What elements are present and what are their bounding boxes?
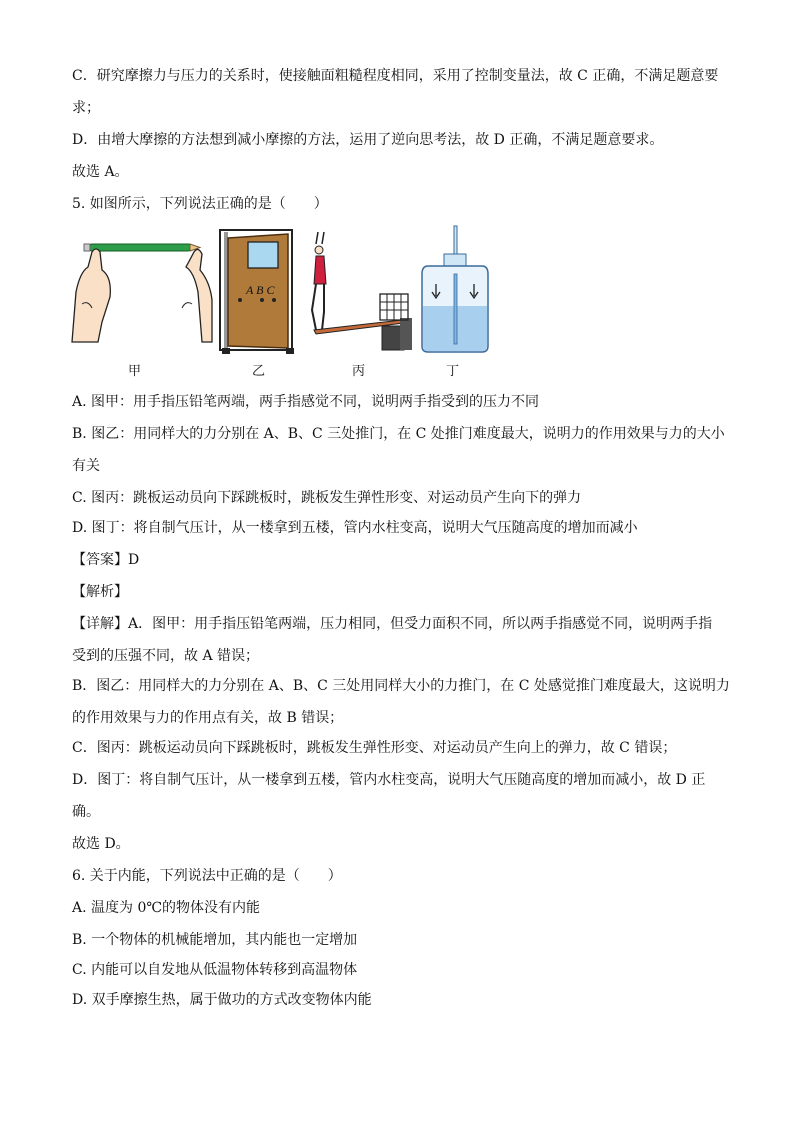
caption-bing: 丙 (352, 364, 366, 379)
text-line: B. 一个物体的机械能增加，其内能也一定增加 (72, 932, 358, 948)
figure-jia-pencil (72, 244, 212, 342)
figure-row (62, 222, 492, 382)
text-line: 确。 (72, 804, 100, 820)
text-line: 【解析】 (72, 584, 128, 600)
text-line: 【详解】A．图甲：用手指压铅笔两端，压力相同，但受力面积不同，所以两手指感觉不同，说明两手指 (72, 616, 713, 632)
figure-ding-barometer (422, 226, 488, 352)
text-line: D. 双手摩擦生热，属于做功的方式改变物体内能 (72, 992, 372, 1008)
text-line: C. 内能可以自发地从低温物体转移到高温物体 (72, 962, 358, 978)
text-line: A. 图甲：用手指压铅笔两端，两手指感觉不同，说明两手指受到的压力不同 (72, 394, 540, 410)
door-labels: A B C (246, 283, 275, 297)
figure-bing-diver (312, 232, 412, 350)
figure-illustrations (62, 222, 492, 382)
caption-ding: 丁 (446, 364, 460, 379)
text-line: 故选 A。 (72, 164, 129, 180)
text-line: C．研究摩擦力与压力的关系时，使接触面粗糙程度相同，采用了控制变量法，故 C 正确，不满足题意要 (72, 68, 719, 84)
text-line: 故选 D。 (72, 836, 130, 852)
caption-yi: 乙 (252, 364, 266, 379)
text-line: 5. 如图所示，下列说法正确的是（ ） (72, 196, 328, 212)
text-line: 的作用效果与力的作用点有关，故 B 错误； (72, 710, 344, 726)
text-line: C. 图丙：跳板运动员向下踩跳板时，跳板发生弹性形变、对运动员产生向下的弹力 (72, 490, 582, 506)
text-line: B．图乙：用同样大的力分别在 A、B、C 三处用同样大小的力推门，在 C 处感觉推门难度最大，这说明力 (72, 678, 730, 694)
text-line: D．图丁：将自制气压计，从一楼拿到五楼，管内水柱变高，说明大气压随高度的增加而减小，故 D 正 (72, 772, 706, 788)
text-line: 6. 关于内能，下列说法中正确的是（ ） (72, 868, 342, 884)
text-line: A. 温度为 0℃的物体没有内能 (72, 900, 261, 916)
text-line: B. 图乙：用同样大的力分别在 A、B、C 三处推门，在 C 处推门难度最大，说明力的作用效果与力的大小 (72, 426, 725, 442)
text-line: 【答案】D (72, 552, 140, 568)
caption-jia: 甲 (128, 364, 142, 379)
text-line: D. 图丁：将自制气压计，从一楼拿到五楼，管内水柱变高，说明大气压随高度的增加而减小 (72, 520, 638, 536)
text-line: 求； (72, 100, 100, 116)
figure-yi-door (220, 230, 294, 354)
text-line: 有关 (72, 458, 100, 474)
text-line: D．由增大摩擦的方法想到减小摩擦的方法，运用了逆向思考法，故 D 正确，不满足题意要求。 (72, 132, 664, 148)
text-line: C．图丙：跳板运动员向下踩跳板时，跳板发生弹性形变、对运动员产生向上的弹力，故 C 错误； (72, 740, 677, 756)
text-line: 受到的压强不同，故 A 错误； (72, 648, 260, 664)
